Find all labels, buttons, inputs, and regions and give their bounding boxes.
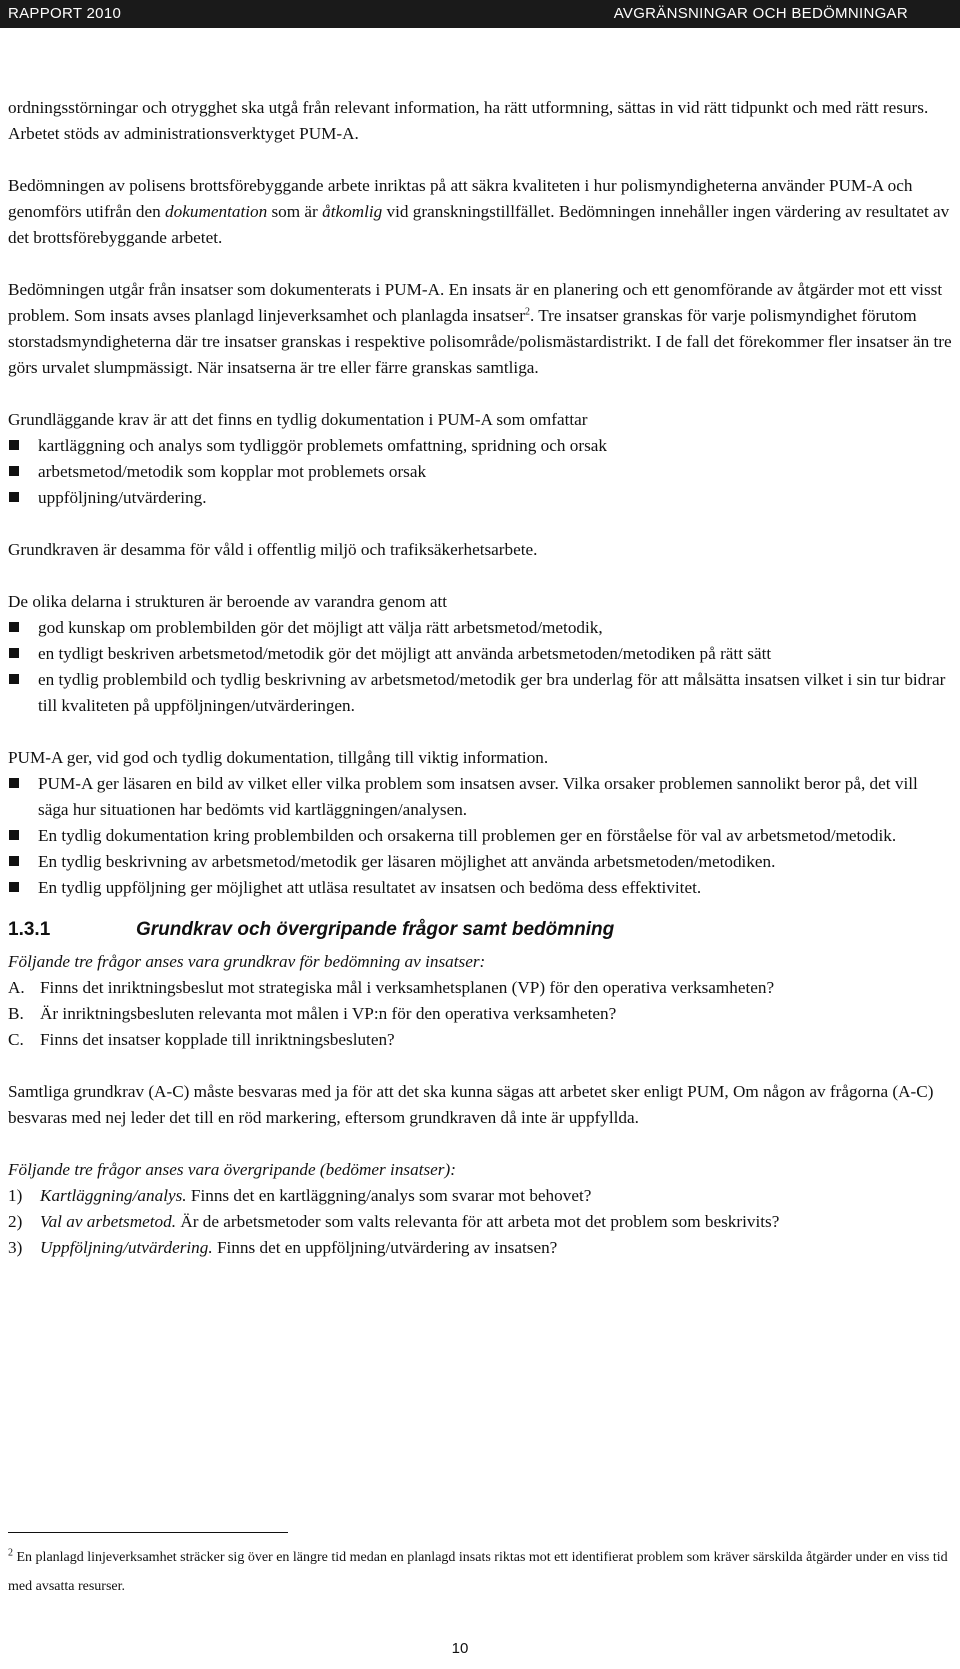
paragraph-samtliga: Samtliga grundkrav (A-C) måste besvaras med ja för att det ska kunna sägas att arbetet sker enligt PUM, Om någon av frågorna (A-C) besvaras med nej leder det till en röd markering, eftersom grundkraven då inte är uppfyllda. (8, 1082, 934, 1127)
paragraph-puma-intro: PUM-A ger, vid god och tydlig dokumentation, tillgång till viktig information. (8, 748, 549, 767)
list-item-text: uppföljning/utvärdering. (38, 488, 207, 507)
list-item (8, 823, 952, 849)
page-body (8, 95, 952, 1261)
list-item (8, 615, 952, 641)
list-item-text: Är inriktningsbesluten relevanta mot målen i VP:n för den operativa verksamheten? (40, 1004, 617, 1023)
footnote-divider (8, 1532, 288, 1533)
list-item-text: Finns det en kartläggning/analys som svarar mot behovet? (186, 1186, 592, 1205)
list-item-label: B. (8, 1004, 24, 1023)
text-run: som är (267, 202, 323, 221)
enumerated-list-grundkrav (8, 975, 952, 1053)
emphasis-dokumentation: dokumentation (165, 202, 268, 221)
paragraph-overgripande-intro: Följande tre frågor anses vara övergripande (bedömer insatser): (8, 1160, 456, 1179)
list-item-text: PUM-A ger läsaren en bild av vilket eller vilka problem som insatsen avser. Vilka orsaker problemen sannolikt beror på, det vill säga hur situationen har bedömts vid kartläggningen/analysen. (38, 774, 918, 819)
list-item-label: 2) (8, 1212, 23, 1231)
text-run: Bedömningen utgår från insatser som dokumenterats i PUM-A. En insats är en planering och ett genomförande av åtgärder mot ett visst problem. Som insats avses planlagd linjeverksamhet och planlagda insatser (8, 280, 943, 325)
enumerated-list-overgripande (8, 1183, 952, 1261)
bullet-square-icon (9, 440, 19, 450)
bullet-square-icon (9, 466, 19, 476)
footnote-text: En planlagd linjeverksamhet sträcker sig över en längre tid medan en planlagd insats riktas mot ett identifierat problem som kräver särskilda åtgärder under en viss tid med avsatta resurser. (8, 1550, 948, 1594)
page-number: 10 (451, 1640, 469, 1657)
report-label: RAPPORT 2010 (8, 5, 122, 22)
list-item-term: Uppföljning/utvärdering. (40, 1238, 213, 1257)
list-item (8, 641, 952, 667)
paragraph-grundkrav-fragor-intro: Följande tre frågor anses vara grundkrav för bedömning av insatser: (8, 952, 486, 971)
bullet-list-puma (8, 771, 952, 901)
section-title: Grundkrav och övergripande frågor samt bedömning (136, 919, 615, 940)
list-item-label: C. (8, 1030, 24, 1049)
text-run: . Tre insatser granskas för varje polismyndighet förutom storstadsmyndigheterna där tre insatser granskas i respektive polisområde/polismästardistrikt. I de fall det förekommer fler insatser än tre görs urvalet slumpmässigt. När insatserna är tre eller färre granskas samtliga. (8, 306, 952, 377)
bullet-square-icon (9, 622, 19, 632)
list-item-text: En tydlig dokumentation kring problembilden och orsakerna till problemen ger en förståelse för val av arbetsmetod/metodik. (38, 826, 897, 845)
list-item-label: A. (8, 978, 25, 997)
list-item-text: en tydlig problembild och tydlig beskrivning av arbetsmetod/metodik ger bra underlag för att målsätta insatsen vilket i sin tur bidrar till kvaliteten på uppföljningen/utvärderingen. (38, 670, 946, 715)
bullet-square-icon (9, 830, 19, 840)
list-item (8, 975, 952, 1001)
bullet-square-icon (9, 648, 19, 658)
list-item (8, 849, 952, 875)
paragraph-assessment (8, 173, 952, 251)
emphasis-atkomlig: åtkomlig (322, 202, 383, 221)
text-run: vid granskningstillfället. Bedömningen innehåller ingen värdering av resultatet av det brottsförebyggande arbetet. (8, 202, 950, 247)
list-item (8, 1027, 952, 1053)
list-item-text: kartläggning och analys som tydliggör problemets omfattning, spridning och orsak (38, 436, 608, 455)
section-number: 1.3.1 (8, 919, 51, 940)
list-item-text: god kunskap om problembilden gör det möjligt att välja rätt arbetsmetod/metodik, (38, 618, 603, 637)
list-item-label: 3) (8, 1238, 23, 1257)
bullet-list-grundkrav (8, 433, 952, 511)
list-item (8, 1001, 952, 1027)
list-item-term: Kartläggning/analys. (40, 1186, 187, 1205)
footnote-ref: 2 (524, 306, 530, 318)
bullet-list-delarna (8, 615, 952, 719)
list-item-text: arbetsmetod/metodik som kopplar mot problemets orsak (38, 462, 427, 481)
list-item-term: Val av arbetsmetod. (40, 1212, 177, 1231)
paragraph-intro: ordningsstörningar och otrygghet ska utgå från relevant information, ha rätt utformning, sättas in vid rätt tidpunkt och med rätt resurs. Arbetet stöds av administrationsverktyget PUM-A. (8, 98, 929, 143)
chapter-label: AVGRÄNSNINGAR OCH BEDÖMNINGAR (613, 5, 908, 22)
paragraph-delarna-intro: De olika delarna i strukturen är beroende av varandra genom att (8, 592, 448, 611)
list-item (8, 667, 952, 719)
footnote-number: 2 (8, 1547, 13, 1559)
bullet-square-icon (9, 856, 19, 866)
list-item-text: Finns det inriktningsbeslut mot strategiska mål i verksamhetsplanen (VP) för den operativa verksamheten? (40, 978, 775, 997)
list-item-label: 1) (8, 1186, 23, 1205)
list-item (8, 1235, 952, 1261)
list-item (8, 1209, 952, 1235)
list-item (8, 1183, 952, 1209)
list-item (8, 875, 952, 901)
list-item-text: Finns det insatser kopplade till inriktningsbesluten? (40, 1030, 395, 1049)
list-item-text: En tydlig uppföljning ger möjlighet att utläsa resultatet av insatsen och bedöma dess effektivitet. (38, 878, 702, 897)
footnote (8, 1543, 952, 1601)
text-run: Bedömningen av polisens brottsförebyggande arbete inriktas på att säkra kvaliteten i hur polismyndigheterna använder PUM-A och genomförs utifrån den (8, 176, 913, 221)
bullet-square-icon (9, 882, 19, 892)
list-item-text: Finns det en uppföljning/utvärdering av insatsen? (212, 1238, 558, 1257)
running-header (0, 0, 960, 28)
list-item (8, 485, 952, 511)
list-item-text: Är de arbetsmetoder som valts relevanta för att arbeta mot det problem som beskrivits? (176, 1212, 780, 1231)
bullet-square-icon (9, 674, 19, 684)
paragraph-grundkrav-intro: Grundläggande krav är att det finns en tydlig dokumentation i PUM-A som omfattar (8, 410, 588, 429)
list-item-text: En tydlig beskrivning av arbetsmetod/metodik ger läsaren möjlighet att använda arbetsmetoden/metodiken. (38, 852, 776, 871)
paragraph-insatser (8, 277, 952, 381)
list-item (8, 771, 952, 823)
bullet-square-icon (9, 778, 19, 788)
list-item (8, 459, 952, 485)
list-item (8, 433, 952, 459)
section-heading (8, 915, 952, 945)
paragraph-grundkraven: Grundkraven är desamma för våld i offentlig miljö och trafiksäkerhetsarbete. (8, 540, 538, 559)
list-item-text: en tydligt beskriven arbetsmetod/metodik gör det möjligt att använda arbetsmetoden/metodiken på rätt sätt (38, 644, 772, 663)
bullet-square-icon (9, 492, 19, 502)
